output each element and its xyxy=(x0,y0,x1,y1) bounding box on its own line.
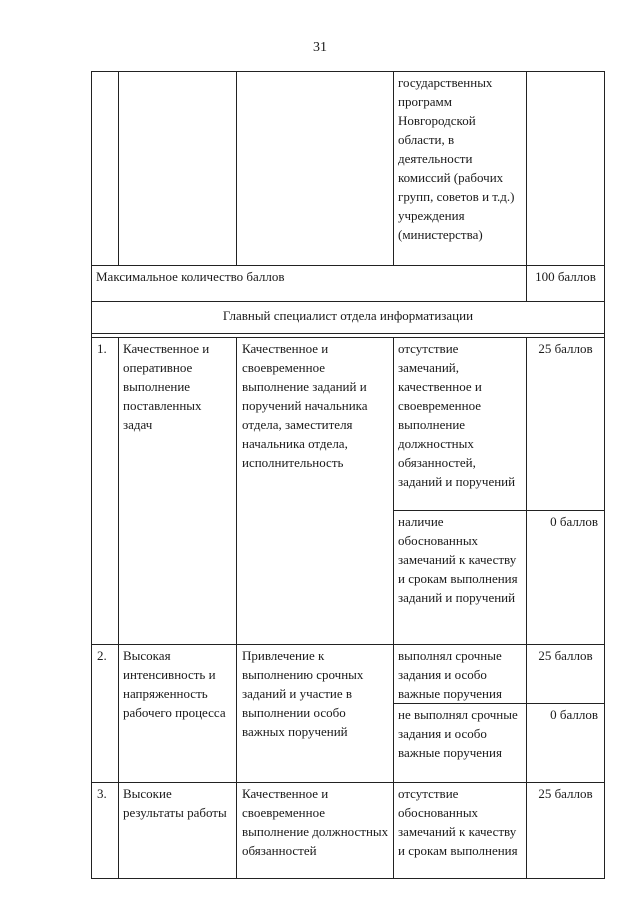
table-row xyxy=(92,338,605,511)
max-score-value: 100 баллов xyxy=(527,266,605,302)
condition-cell: государственных программ Новгородской области, в деятельности комиссий (рабочих групп, советов и т.д.) учреждения (министерства) xyxy=(394,72,527,266)
row-number: 3. xyxy=(92,783,119,879)
indicator-cell: Качественное и оперативное выполнение поставленных задач xyxy=(119,338,237,645)
page-number: 31 xyxy=(313,40,327,55)
condition-cell: отсутствие обоснованных замечаний к качеству и срокам выполнения xyxy=(394,783,527,879)
max-score-label: Максимальное количество баллов xyxy=(92,266,527,302)
criterion-cell-empty xyxy=(237,72,394,266)
criterion-cell: Качественное и своевременное выполнение должностных обязанностей xyxy=(237,783,394,879)
points-cell-empty xyxy=(527,72,605,266)
points-cell: 25 баллов xyxy=(527,645,605,704)
criterion-cell: Качественное и своевременное выполнение заданий и поручений начальника отдела, заместителя начальника отдела, исполнительность xyxy=(237,338,394,645)
position-title: Главный специалист отдела информатизации xyxy=(92,302,605,334)
position-title-row xyxy=(92,302,605,334)
condition-cell: выполнял срочные задания и особо важные поручения xyxy=(394,645,527,704)
indicator-cell-empty xyxy=(119,72,237,266)
indicator-cell: Высокие результаты работы xyxy=(119,783,237,879)
table-row xyxy=(92,645,605,704)
condition-cell: отсутствие замечаний, качественное и своевременное выполнение должностных обязанностей, заданий и поручений xyxy=(394,338,527,511)
indicator-cell: Высокая интенсивность и напряженность рабочего процесса xyxy=(119,645,237,783)
num-cell-empty xyxy=(92,72,119,266)
points-cell: 0 баллов xyxy=(527,511,605,645)
points-cell: 0 баллов xyxy=(527,704,605,783)
condition-cell: наличие обоснованных замечаний к качеству и срокам выполнения заданий и поручений xyxy=(394,511,527,645)
row-number: 1. xyxy=(92,338,119,645)
points-cell: 25 баллов xyxy=(527,338,605,511)
max-score-row xyxy=(92,266,605,302)
continuation-row xyxy=(92,72,605,266)
condition-cell: не выполнял срочные задания и особо важные поручения xyxy=(394,704,527,783)
evaluation-table xyxy=(91,71,605,879)
criterion-cell: Привлечение к выполнению срочных заданий и участие в выполнении особо важных поручений xyxy=(237,645,394,783)
points-cell: 25 баллов xyxy=(527,783,605,879)
row-number: 2. xyxy=(92,645,119,783)
table-row xyxy=(92,783,605,879)
